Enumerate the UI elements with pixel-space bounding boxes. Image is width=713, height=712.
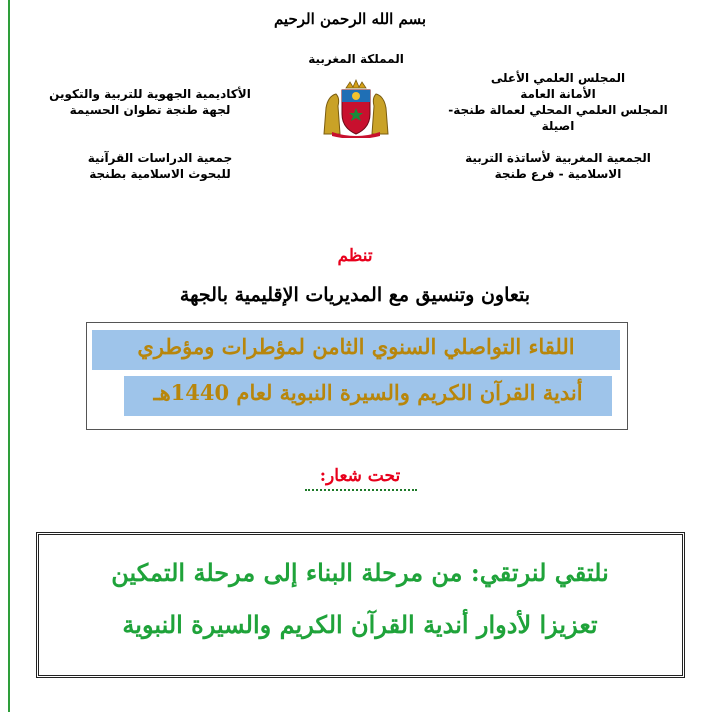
teachers-association-block xyxy=(448,150,668,182)
slogan-line-1: نلتقي لنرتقي: من مرحلة البناء إلى مرحلة التمكين xyxy=(111,558,609,587)
regional-academy-block xyxy=(40,86,260,118)
teachers-association-line: الجمعية المغربية لأساتذة التربية xyxy=(465,151,651,165)
regional-academy-line: الأكاديمية الجهوية للتربية والتكوين xyxy=(49,87,251,101)
supreme-council-block xyxy=(448,70,668,134)
general-secretariat-line: الأمانة العامة xyxy=(520,87,596,101)
coordination-line: بتعاون وتنسيق مع المديريات الإقليمية بالجهة xyxy=(179,284,531,306)
organizes-heading: تنظم xyxy=(337,246,373,266)
quranic-studies-line: جمعية الدراسات القرآنية xyxy=(87,151,233,165)
slogan-line-2: تعزيزا لأدوار أندية القرآن الكريم والسيرة النبوية xyxy=(122,610,598,639)
moroccan-coat-of-arms-icon xyxy=(320,78,392,138)
kingdom-title: المملكة المغربية xyxy=(308,52,404,66)
tangier-branch-line: الاسلامية - فرع طنجة xyxy=(494,167,622,181)
left-margin-rule xyxy=(8,0,10,712)
slogan-heading-underline xyxy=(305,489,417,491)
supreme-council-line: المجلس العلمي الأعلى xyxy=(490,71,626,85)
meeting-title-line-1: اللقاء التواصلي السنوي الثامن لمؤطرات ومؤطري xyxy=(137,334,575,359)
basmala: بسم الله الرحمن الرحيم xyxy=(273,10,427,28)
meeting-title-line-2: أندية القرآن الكريم والسيرة النبوية لعام 1440هـ xyxy=(153,380,583,405)
islamic-research-line: للبحوث الاسلامية بطنجة xyxy=(89,167,231,181)
region-name-line: لجهة طنجة تطوان الحسيمة xyxy=(69,103,231,117)
local-council-line: المجلس العلمي المحلي لعمالة طنجة-اصيلة xyxy=(448,103,668,133)
slogan-heading: تحت شعار: xyxy=(319,466,401,486)
slogan-frame xyxy=(36,532,685,678)
quranic-studies-block xyxy=(60,150,260,182)
